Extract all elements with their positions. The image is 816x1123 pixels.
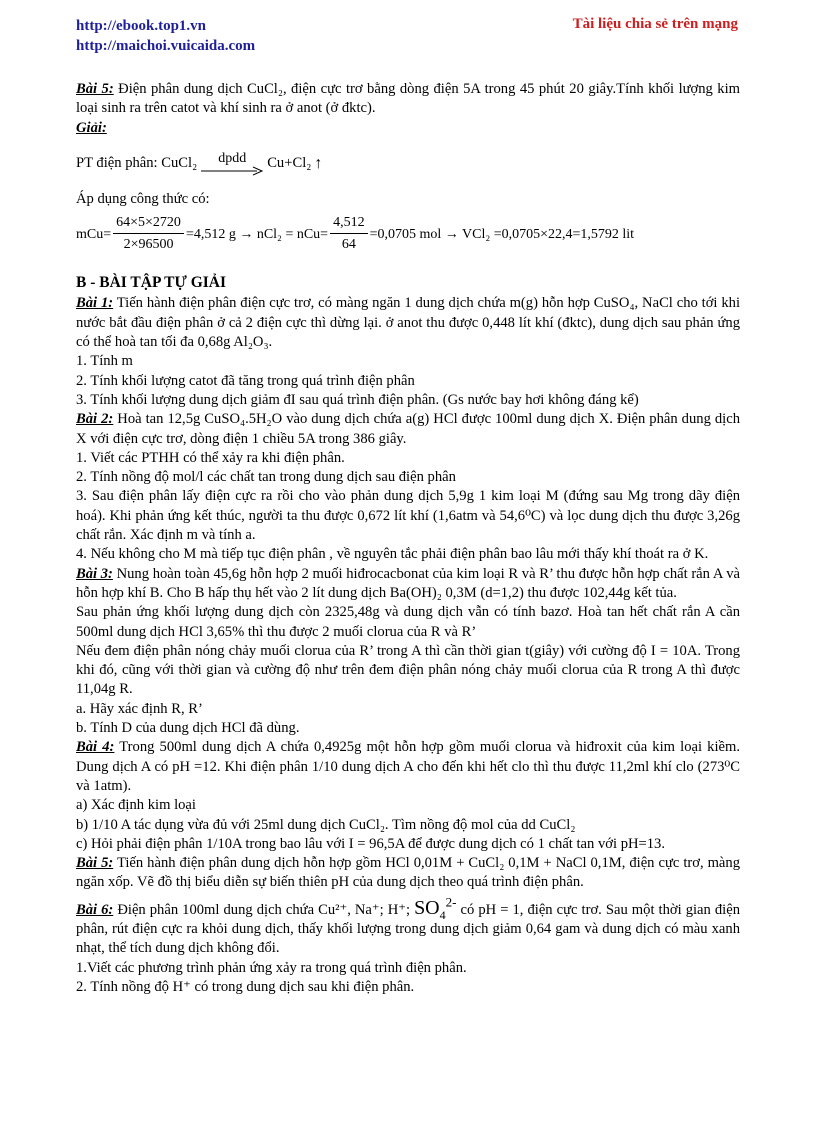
problem-label: Bài 5: [76, 855, 114, 872]
problem-label: Bài 1: [76, 295, 114, 312]
problem-text-cont: có pH = 1, điện cực trơ. Sau một thời gian điện phân, rút điện cực ra khỏi dung dịch, thấy khối lượng trong dung dịch giảm 0,64 gam và dung dịch có màu xanh nhạt, thể tích dung dịch không đổi. [76, 901, 741, 957]
gas-up-arrow-icon: ↑ [314, 155, 323, 173]
equation-products: Cu+Cl₂ [267, 155, 312, 172]
list-item: 3. Sau điện phân lấy điện cực ra rồi cho vào phản dung dịch 5,9g 1 kim loại M (đứng sau Mg trong dãy điện hoá). Khi phản ứng kết thúc, người ta thu được 0,672 lít khí (1,6atm và 54,6⁰C) và lọc dung dịch thu được 3,26g chất rắn. Xác định m và tính a. [76, 488, 740, 544]
problem-text: Tiến hành điện phân điện cực trơ, có màng ngăn 1 dung dịch chứa m(g) hỗn hợp CuSO₄, NaCl cho tới khi nước bắt đầu điện phân ở cả 2 điện cực thì dừng lại. ở anot thu được 0,448 lít khí (đktc), dung dịch sau phản ứng có thể hoà tan tối đa 0,68g Al₂O₃. [76, 295, 741, 351]
fraction-denominator: 2×96500 [123, 237, 174, 253]
fraction-numerator: 64×5×2720 [113, 215, 184, 234]
problem-text: Trong 500ml dung dịch A chứa 0,4925g một hỗn hợp gồm muối clorua và hiđroxit của kim loại kiềm. Dung dịch A có pH =12. Khi điện phân 1/10 dung dịch A cho đến khi hết clo thì thu được 11,2ml khí clo (273⁰C và 1atm). [76, 739, 741, 794]
list-item: 3. Tính khối lượng dung dịch giảm đI sau quá trình điện phân. (Gs nước bay hơi không đáng kể) [76, 391, 639, 408]
problem-text: Tiến hành điện phân dung dịch hỗn hợp gồm HCl 0,01M + CuCl₂ 0,1M + NaCl 0,1M, điện cực trơ, màng ngăn xốp. Vẽ đồ thị biểu diễn sự biến thiên pH của dung dịch theo quá trình điện phân. [76, 855, 741, 891]
list-item: 2. Tính khối lượng catot đã tăng trong quá trình điện phân [76, 372, 415, 389]
apply-formula-line: Áp dụng công thức có: [76, 190, 210, 207]
problem-label: Bài 6: [76, 901, 114, 918]
bai5-problem [76, 854, 740, 893]
problem-text: Hoà tan 12,5g CuSO₄.5H₂O vào dung dịch chứa a(g) HCl được 100ml dung dịch X. Điện phân dung dịch X với điện cực trơ, dòng điện 1 chiều 5A trong 386 giây. [76, 411, 740, 447]
list-item: 2. Tính nồng độ mol/l các chất tan trong dung dịch sau điện phân [76, 469, 456, 486]
fraction-mass [113, 215, 184, 253]
list-item: a) Xác định kim loại [76, 797, 196, 814]
bai6-problem [76, 894, 741, 959]
list-item: c) Hỏi phải điện phân 1/10A trong bao lâu với I = 96,5A để được dung dịch có 1 chất tan với pH=13. [76, 835, 666, 852]
list-item: 1. Viết các PTHH có thể xảy ra khi điện phân. [76, 449, 345, 466]
mass-result: =4,512 g → nCl₂ = nCu= [185, 226, 329, 242]
bai1-problem [76, 294, 740, 352]
list-item: b. Tính D của dung dịch HCl đã dùng. [76, 720, 300, 737]
list-item: 1.Viết các phương trình phản ứng xảy ra trong quá trình điện phân. [76, 959, 467, 976]
bai3-problem [76, 565, 740, 604]
paragraph: Nếu đem điện phân nóng chảy muối clorua của R’ trong A thì cần thời gian t(giây) với cường độ I = 10A. Trong khi đó, cũng với thời gian và cường độ như trên đem điện phân nóng chảy muối clorua của R trong A thì được 11,04g R. [76, 642, 740, 698]
fraction-numerator: 4,512 [330, 215, 368, 234]
maichoi-link[interactable]: http://maichoi.vuicaida.com [76, 38, 256, 54]
list-item: a. Hãy xác định R, R’ [76, 700, 203, 717]
volume-result: =0,0705 mol → VCl₂ =0,0705×22,4=1,5792 lit [369, 226, 635, 242]
mass-cu-symbol: mCu [76, 226, 104, 242]
problem-text: Nung hoàn toàn 45,6g hỗn hợp 2 muối hiđrocacbonat của kim loại R và R’ thu được hỗn hợp chất rắn A và hỗn hợp khí B. Cho B hấp thụ hết vào 2 lít dung dịch Ba(OH)₂ 0,3M (d=1,2) thu được 102,44g kết tủa. [76, 565, 741, 601]
list-item: 1. Tính m [76, 353, 133, 370]
fraction-moles [330, 215, 368, 253]
document-body [76, 80, 740, 997]
reaction-arrow [201, 152, 263, 176]
equation-prefix: PT điện phân: [76, 155, 158, 172]
right-arrow-icon [201, 166, 263, 176]
electrolysis-equation [76, 138, 740, 190]
list-item: 2. Tính nồng độ H⁺ có trong dung dịch sau khi điện phân. [76, 978, 415, 995]
fraction-denominator: 64 [341, 237, 356, 253]
problem-label: Bài 4: [76, 739, 115, 756]
bai5-solved-problem [76, 80, 740, 119]
solution-label: Giải: [76, 119, 107, 136]
bai2-problem [76, 410, 740, 449]
list-item: b) 1/10 A tác dụng vừa đủ với 25ml dung dịch CuCl₂. Tìm nồng độ mol của dd CuCl₂ [76, 816, 576, 833]
bai4-problem [76, 738, 740, 796]
header-links [76, 16, 255, 56]
list-item: 4. Nếu không cho M mà tiếp tục điện phân , về nguyên tắc phải điện phân bao lâu mới thấy khí thoát ra ở K. [76, 546, 709, 563]
section-title: B - BÀI TẬP TỰ GIẢI [76, 274, 227, 292]
header-tagline: Tài liệu chia sẻ trên mạng [572, 16, 738, 32]
problem-text: Điện phân dung dịch CuCl₂, điện cực trơ bằng dòng điện 5A trong 45 phút 20 giây.Tính khối lượng kim loại sinh ra trên catot và khí sinh ra ở anot (ở đktc). [76, 81, 741, 117]
calculation-line: mCu = $\frac{64\times 5\times 2720}{2\times 96500}$ =4,512 g → nCl₂ = nCu= $\frac{4,512}{64}$ =0,0705 mol → VCl₂ =0,0705×22,4=1,5792 lit [76, 215, 635, 253]
equation-reactant: CuCl₂ [161, 155, 198, 172]
problem-label: Bài 3: [76, 565, 113, 582]
paragraph: Sau phản ứng khối lượng dung dịch còn 2325,48g và dung dịch vẫn có tính bazơ. Hoà tan hết chất rắn A cần 500ml dung dịch HCl 3,65% thì thu được 2 muối clorua của R và R’ [76, 604, 740, 640]
sulfate-ion: $SO_4^{2-}$ [414, 894, 457, 922]
problem-label: Bài 2: [76, 411, 114, 428]
problem-label: Bài 5: [76, 81, 114, 97]
problem-text: Điện phân 100ml dung dịch chứa Cu²⁺, Na⁺; H⁺; [117, 901, 411, 918]
ebook-link[interactable]: http://ebook.top1.vn [76, 18, 207, 34]
arrow-label: dpdd [218, 150, 247, 166]
